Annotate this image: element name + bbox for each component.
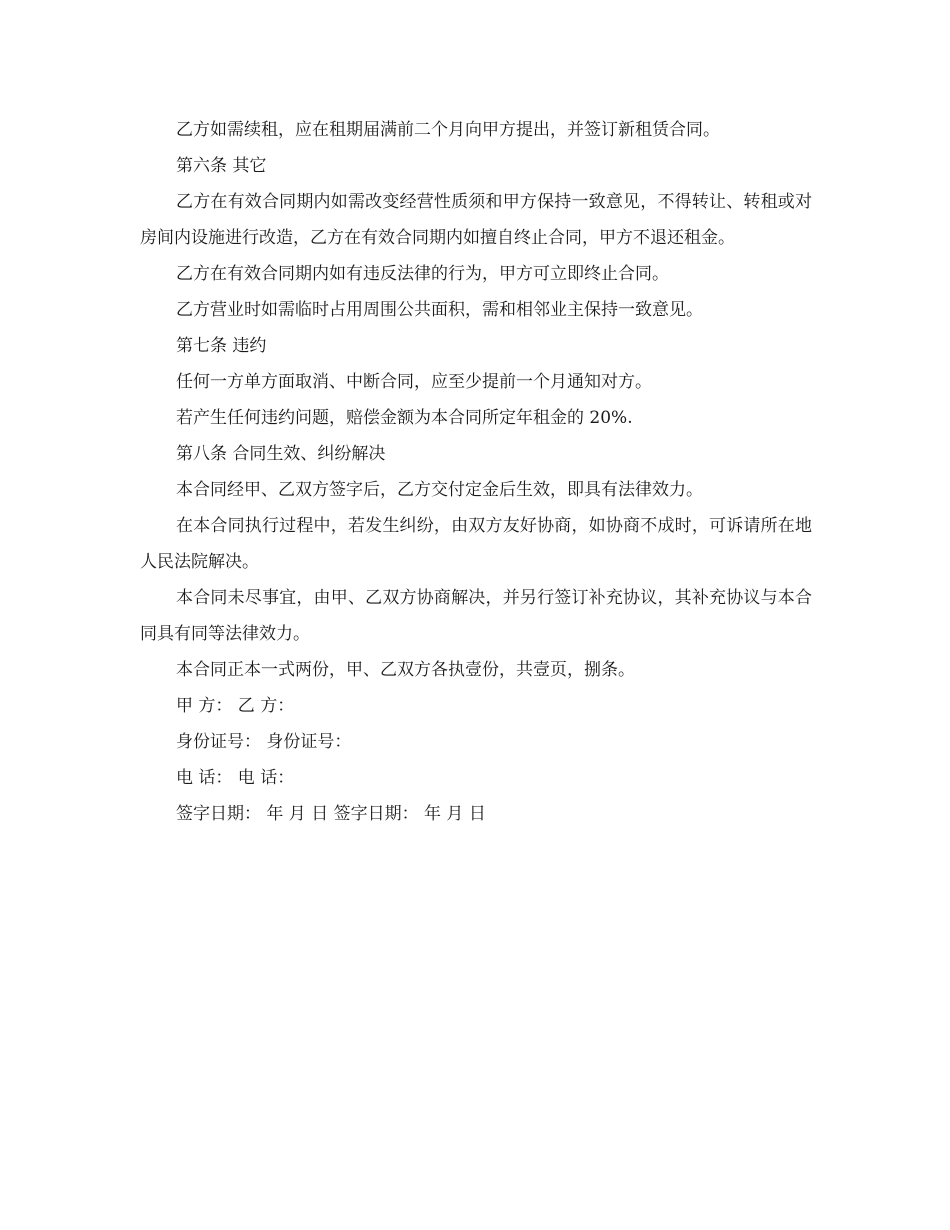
- paragraph-dispute: 在本合同执行过程中，若发生纠纷，由双方友好协商，如协商不成时，可诉请所在地人民法院解决。: [140, 516, 812, 572]
- paragraph-illegal-conduct: 乙方在有效合同期内如有违反法律的行为，甲方可立即终止合同。: [176, 264, 669, 284]
- section-heading-article-8: 第八条 合同生效、纠纷解决: [176, 444, 386, 464]
- signature-id-line: 身份证号： 身份证号：: [176, 732, 352, 752]
- document-body: [140, 112, 812, 832]
- section-heading-article-6: 第六条 其它: [176, 156, 267, 176]
- paragraph-copies: 本合同正本一式两份，甲、乙双方各执壹份，共壹页，捌条。: [176, 660, 635, 680]
- paragraph-effectiveness: 本合同经甲、乙双方签字后，乙方交付定金后生效，即具有法律效力。: [176, 480, 703, 500]
- paragraph-compensation: 若产生任何违约问题，赔偿金额为本合同所定年租金的 20%.: [176, 408, 633, 428]
- paragraph-renewal: 乙方如需续租，应在租期届满前二个月向甲方提出，并签订新租赁合同。: [176, 120, 720, 140]
- paragraph-termination-notice: 任何一方单方面取消、中断合同，应至少提前一个月通知对方。: [176, 372, 652, 392]
- paragraph-supplementary: 本合同未尽事宜，由甲、乙双方协商解决，并另行签订补充协议，其补充协议与本合同具有同等法律效力。: [140, 588, 812, 644]
- signature-date-line: 签字日期： 年 月 日 签字日期： 年 月 日: [176, 804, 486, 824]
- paragraph-public-area: 乙方营业时如需临时占用周围公共面积，需和相邻业主保持一致意见。: [176, 300, 703, 320]
- signature-phone-line: 电 话： 电 话：: [176, 768, 295, 788]
- section-heading-article-7: 第七条 违约: [176, 336, 267, 356]
- signature-parties-line: 甲 方： 乙 方：: [176, 696, 295, 716]
- paragraph-business-change: 乙方在有效合同期内如需改变经营性质须和甲方保持一致意见，不得转让、转租或对房间内设施进行改造，乙方在有效合同期内如擅自终止合同，甲方不退还租金。: [140, 192, 812, 248]
